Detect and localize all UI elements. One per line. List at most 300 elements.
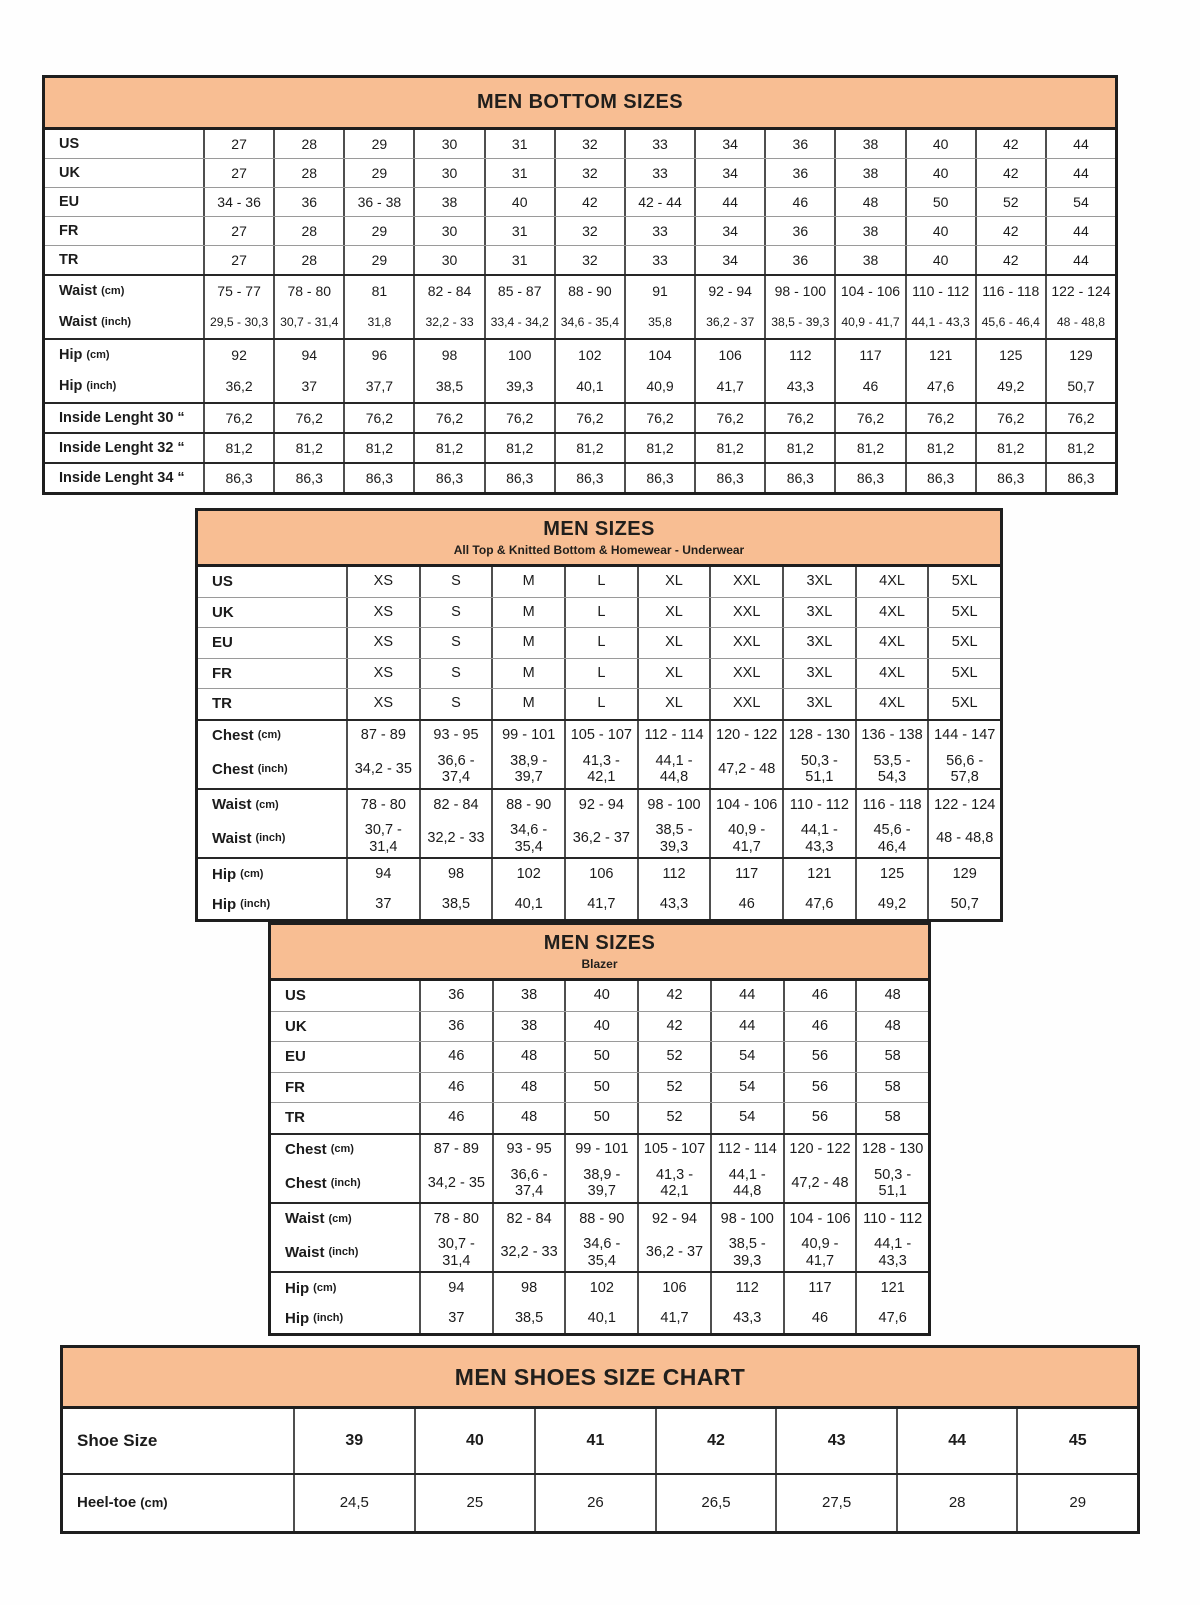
cell-value: 106 [694, 340, 764, 371]
cell-value: 104 - 106 [709, 790, 782, 820]
cell-value: 112 [764, 340, 834, 371]
cell-value: 110 - 112 [855, 1204, 928, 1234]
table-row [45, 188, 1115, 217]
cell-value: 56 [783, 1042, 856, 1072]
cell-value: 88 - 90 [491, 790, 564, 820]
cell-value: M [491, 567, 564, 597]
cell-value: 33,4 - 34,2 [484, 307, 554, 338]
cell-value: 38 [834, 130, 904, 158]
cell-value: 40 [905, 159, 975, 187]
cell-value: 100 [484, 340, 554, 371]
cell-value: 48 [855, 981, 928, 1011]
cell-value: 48 [492, 1073, 565, 1103]
cell-value: 54 [1045, 188, 1115, 216]
cell-value: 106 [637, 1273, 710, 1303]
cell-value: 88 - 90 [564, 1204, 637, 1234]
row-label [45, 130, 203, 158]
table-title: MEN BOTTOM SIZES [476, 91, 684, 113]
cell-value: 44,1 - 43,3 [782, 820, 855, 857]
cell-value: 46 [419, 1103, 492, 1133]
cell-value: 86,3 [624, 464, 694, 492]
cell-value: 52 [637, 1103, 710, 1133]
cell-value: 81,2 [624, 434, 694, 462]
row-label-unit: (inch) [240, 897, 271, 910]
cell-value: 35,8 [624, 307, 694, 338]
row-label [45, 464, 203, 492]
cell-value: 144 - 147 [927, 721, 1000, 751]
table-title-band [271, 925, 928, 981]
cell-value: 76,2 [905, 404, 975, 432]
cell-value: 3XL [782, 659, 855, 689]
cell-value: 44,1 - 43,3 [905, 307, 975, 338]
cell-value: 125 [855, 859, 928, 889]
cell-value: 86,3 [834, 464, 904, 492]
table-row [271, 1234, 928, 1273]
cell-value: 136 - 138 [855, 721, 928, 751]
cell-value: 48 [492, 1042, 565, 1072]
cell-value: 54 [710, 1103, 783, 1133]
cell-value: 38,5 [492, 1303, 565, 1333]
cell-value: S [419, 628, 492, 658]
cell-value: 86,3 [905, 464, 975, 492]
cell-value: 52 [637, 1073, 710, 1103]
row-label-text: TR [285, 1109, 305, 1127]
row-label-unit: (cm) [101, 285, 125, 298]
cell-value: 50 [564, 1042, 637, 1072]
cell-value: 24,5 [293, 1475, 414, 1531]
cell-value: 81,2 [975, 434, 1045, 462]
cell-value: XS [346, 598, 419, 628]
cell-value: 40,1 [554, 371, 624, 402]
cell-value: 45 [1016, 1409, 1137, 1473]
cell-value: 82 - 84 [492, 1204, 565, 1234]
cell-value: 53,5 - 54,3 [855, 751, 928, 788]
table-row [63, 1475, 1137, 1531]
cell-value: 30 [413, 159, 483, 187]
cell-value: 34 - 36 [203, 188, 273, 216]
table-row [198, 628, 1000, 659]
cell-value: L [564, 567, 637, 597]
cell-value: 122 - 124 [927, 790, 1000, 820]
cell-value: XL [637, 628, 710, 658]
cell-value: 32 [554, 246, 624, 274]
cell-value: 33 [624, 217, 694, 245]
cell-value: S [419, 689, 492, 719]
cell-value: 76,2 [343, 404, 413, 432]
cell-value: 38 [492, 981, 565, 1011]
cell-value: 40,9 - 41,7 [709, 820, 782, 857]
cell-value: 117 [834, 340, 904, 371]
table-row [45, 246, 1115, 276]
cell-value: 34,2 - 35 [419, 1165, 492, 1202]
row-label [198, 628, 346, 658]
cell-value: 32 [554, 130, 624, 158]
cell-value: 92 - 94 [564, 790, 637, 820]
row-label-text: Inside Lenght 32 “ [59, 439, 185, 456]
row-label [198, 567, 346, 597]
cell-value: 33 [624, 246, 694, 274]
cell-value: 104 - 106 [834, 276, 904, 307]
cell-value: 40 [905, 217, 975, 245]
cell-value: 41,7 [564, 889, 637, 919]
cell-value: 38,5 [413, 371, 483, 402]
cell-value: XS [346, 659, 419, 689]
row-label-text: EU [285, 1048, 306, 1066]
cell-value: 76,2 [554, 404, 624, 432]
cell-value: 43,3 [637, 889, 710, 919]
cell-value: 36 [764, 159, 834, 187]
cell-value: 120 - 122 [709, 721, 782, 751]
row-label-text: Shoe Size [77, 1431, 158, 1451]
cell-value: 102 [564, 1273, 637, 1303]
cell-value: 86,3 [273, 464, 343, 492]
cell-value: 4XL [855, 659, 928, 689]
cell-value: XXL [709, 659, 782, 689]
cell-value: 29 [343, 130, 413, 158]
row-label [198, 689, 346, 719]
cell-value: 47,6 [855, 1303, 928, 1333]
cell-value: 40 [564, 1012, 637, 1042]
row-label-text: FR [212, 664, 232, 682]
cell-value: 38,9 - 39,7 [491, 751, 564, 788]
cell-value: 38 [834, 159, 904, 187]
row-label-unit: (inch) [330, 1176, 361, 1189]
cell-value: 28 [273, 130, 343, 158]
cell-value: 32,2 - 33 [419, 820, 492, 857]
row-label-text: Hip [59, 347, 83, 364]
table-title-band [198, 511, 1000, 567]
table-subtitle: Blazer [581, 957, 618, 971]
cell-value: XXL [709, 628, 782, 658]
cell-value: 36 [764, 246, 834, 274]
cell-value: 41 [534, 1409, 655, 1473]
cell-value: 37,7 [343, 371, 413, 402]
row-label [271, 1042, 419, 1072]
cell-value: 31 [484, 159, 554, 187]
cell-value: 34,6 - 35,4 [554, 307, 624, 338]
cell-value: XS [346, 567, 419, 597]
cell-value: 27 [203, 217, 273, 245]
cell-value: 36,2 - 37 [694, 307, 764, 338]
cell-value: 31 [484, 246, 554, 274]
cell-value: 34,6 - 35,4 [564, 1234, 637, 1271]
cell-value: 81,2 [273, 434, 343, 462]
cell-value: 30,7 - 31,4 [419, 1234, 492, 1271]
cell-value: 56,6 - 57,8 [927, 751, 1000, 788]
row-label [45, 217, 203, 245]
cell-value: 86,3 [484, 464, 554, 492]
cell-value: 42 [554, 188, 624, 216]
cell-value: 98 - 100 [637, 790, 710, 820]
cell-value: 50,7 [1045, 371, 1115, 402]
table-row [198, 689, 1000, 721]
cell-value: 3XL [782, 689, 855, 719]
row-label-text: Waist [285, 1243, 325, 1261]
cell-value: 43 [775, 1409, 896, 1473]
row-label-text: Waist [285, 1210, 325, 1228]
cell-value: 30,7 - 31,4 [346, 820, 419, 857]
cell-value: 29,5 - 30,3 [203, 307, 273, 338]
cell-value: 81,2 [764, 434, 834, 462]
cell-value: 3XL [782, 628, 855, 658]
cell-value: 41,3 - 42,1 [564, 751, 637, 788]
table-row [45, 159, 1115, 188]
cell-value: XXL [709, 598, 782, 628]
cell-value: 42 [975, 217, 1045, 245]
cell-value: 5XL [927, 598, 1000, 628]
cell-value: 75 - 77 [203, 276, 273, 307]
cell-value: 86,3 [554, 464, 624, 492]
row-label-text: UK [59, 164, 80, 181]
cell-value: 50 [905, 188, 975, 216]
cell-value: 37 [419, 1303, 492, 1333]
cell-value: 38 [834, 246, 904, 274]
cell-value: 50 [564, 1073, 637, 1103]
cell-value: 87 - 89 [346, 721, 419, 751]
table-row [45, 404, 1115, 434]
cell-value: 43,3 [764, 371, 834, 402]
row-label [63, 1409, 293, 1473]
cell-value: S [419, 598, 492, 628]
cell-value: XS [346, 689, 419, 719]
cell-value: L [564, 689, 637, 719]
cell-value: 85 - 87 [484, 276, 554, 307]
cell-value: 86,3 [203, 464, 273, 492]
cell-value: 28 [273, 246, 343, 274]
table-row [198, 859, 1000, 889]
row-label [271, 1012, 419, 1042]
row-label-text: Inside Lenght 30 “ [59, 409, 185, 426]
cell-value: 5XL [927, 628, 1000, 658]
row-label-unit: (cm) [86, 349, 110, 362]
cell-value: 29 [343, 217, 413, 245]
table-title: MEN SIZES [543, 932, 656, 954]
row-label-text: TR [59, 251, 79, 268]
cell-value: 40 [564, 981, 637, 1011]
cell-value: 94 [346, 859, 419, 889]
row-label-text: FR [285, 1078, 305, 1096]
table-row [198, 721, 1000, 751]
row-label-text: Waist [212, 829, 252, 847]
cell-value: 96 [343, 340, 413, 371]
cell-value: 46 [783, 981, 856, 1011]
cell-value: 45,6 - 46,4 [855, 820, 928, 857]
cell-value: 44,1 - 44,8 [637, 751, 710, 788]
row-label-text: Waist [212, 796, 252, 814]
cell-value: 29 [1016, 1475, 1137, 1531]
cell-value: 38,5 - 39,3 [764, 307, 834, 338]
cell-value: 58 [855, 1103, 928, 1133]
table-row [63, 1409, 1137, 1475]
row-label [198, 659, 346, 689]
row-label [198, 889, 346, 919]
table-title: MEN SHOES SIZE CHART [454, 1363, 746, 1390]
cell-value: 48 [855, 1012, 928, 1042]
cell-value: 82 - 84 [419, 790, 492, 820]
cell-value: 33 [624, 159, 694, 187]
table-row [45, 340, 1115, 371]
cell-value: 48 - 48,8 [927, 820, 1000, 857]
cell-value: 86,3 [413, 464, 483, 492]
cell-value: 46 [783, 1303, 856, 1333]
table-row [271, 1073, 928, 1104]
cell-value: 76,2 [694, 404, 764, 432]
cell-value: 36 [419, 1012, 492, 1042]
row-label-unit: (inch) [86, 380, 117, 393]
cell-value: 46 [783, 1012, 856, 1042]
cell-value: 50,7 [927, 889, 1000, 919]
cell-value: 33 [624, 130, 694, 158]
cell-value: 38 [413, 188, 483, 216]
cell-value: XL [637, 659, 710, 689]
cell-value: 98 [419, 859, 492, 889]
cell-value: 29 [343, 159, 413, 187]
row-label-text: Chest [285, 1140, 327, 1158]
table-row [45, 217, 1115, 246]
row-label-unit: (inch) [328, 1246, 359, 1259]
cell-value: 36,6 - 37,4 [492, 1165, 565, 1202]
row-label [271, 1204, 419, 1234]
cell-value: 27 [203, 246, 273, 274]
cell-value: 27 [203, 159, 273, 187]
cell-value: 81,2 [905, 434, 975, 462]
cell-value: 36,2 - 37 [637, 1234, 710, 1271]
cell-value: 76,2 [413, 404, 483, 432]
cell-value: 26 [534, 1475, 655, 1531]
cell-value: 30,7 - 31,4 [273, 307, 343, 338]
cell-value: 40,9 - 41,7 [783, 1234, 856, 1271]
row-label [271, 1103, 419, 1133]
cell-value: 28 [896, 1475, 1017, 1531]
row-label-text: Inside Lenght 34 “ [59, 469, 185, 486]
cell-value: 76,2 [484, 404, 554, 432]
cell-value: 128 - 130 [855, 1135, 928, 1165]
cell-value: 44 [710, 981, 783, 1011]
row-label-unit: (inch) [255, 832, 286, 845]
cell-value: 44 [896, 1409, 1017, 1473]
cell-value: 104 - 106 [783, 1204, 856, 1234]
cell-value: XL [637, 567, 710, 597]
cell-value: 44 [1045, 159, 1115, 187]
cell-value: 86,3 [694, 464, 764, 492]
cell-value: 76,2 [764, 404, 834, 432]
cell-value: 36 [764, 130, 834, 158]
cell-value: S [419, 567, 492, 597]
cell-value: 112 [710, 1273, 783, 1303]
cell-value: 49,2 [855, 889, 928, 919]
cell-value: 44,1 - 43,3 [855, 1234, 928, 1271]
row-label [271, 1273, 419, 1303]
cell-value: 40,1 [491, 889, 564, 919]
table-subtitle: All Top & Knitted Bottom & Homewear - Underwear [453, 543, 745, 557]
cell-value: 38,9 - 39,7 [564, 1165, 637, 1202]
table-row [198, 567, 1000, 598]
cell-value: 105 - 107 [637, 1135, 710, 1165]
cell-value: 116 - 118 [975, 276, 1045, 307]
row-label [45, 246, 203, 274]
cell-value: 76,2 [975, 404, 1045, 432]
cell-value: 81,2 [413, 434, 483, 462]
cell-value: L [564, 628, 637, 658]
table-row [271, 1103, 928, 1135]
cell-value: 36 [273, 188, 343, 216]
cell-value: 31 [484, 130, 554, 158]
table-title-band [45, 78, 1115, 130]
table-row [271, 1135, 928, 1165]
row-label-text: EU [59, 193, 80, 210]
cell-value: 47,2 - 48 [783, 1165, 856, 1202]
cell-value: 81,2 [203, 434, 273, 462]
table-row [271, 981, 928, 1012]
men-sizes-blazer-table [268, 922, 931, 1336]
cell-value: 44 [1045, 217, 1115, 245]
row-label-text: US [212, 573, 233, 591]
table-row [45, 464, 1115, 492]
cell-value: 81,2 [343, 434, 413, 462]
cell-value: 99 - 101 [491, 721, 564, 751]
row-label-unit: (cm) [328, 1212, 352, 1225]
cell-value: 36 [764, 217, 834, 245]
cell-value: 4XL [855, 689, 928, 719]
cell-value: 52 [637, 1042, 710, 1072]
cell-value: 30 [413, 217, 483, 245]
table-row [198, 598, 1000, 629]
cell-value: 81,2 [484, 434, 554, 462]
cell-value: 58 [855, 1042, 928, 1072]
cell-value: 42 [975, 130, 1045, 158]
cell-value: 38,5 - 39,3 [710, 1234, 783, 1271]
row-label-text: TR [212, 695, 232, 713]
row-label [45, 371, 203, 402]
cell-value: 28 [273, 217, 343, 245]
cell-value: 36,2 [203, 371, 273, 402]
cell-value: 47,2 - 48 [709, 751, 782, 788]
cell-value: 50 [564, 1103, 637, 1133]
cell-value: 49,2 [975, 371, 1045, 402]
cell-value: 76,2 [203, 404, 273, 432]
row-label-unit: (cm) [140, 1494, 168, 1510]
cell-value: 129 [1045, 340, 1115, 371]
table-row [198, 790, 1000, 820]
cell-value: 81,2 [554, 434, 624, 462]
row-label [198, 820, 346, 857]
row-label-text: Heel-toe [77, 1494, 137, 1512]
cell-value: 86,3 [975, 464, 1045, 492]
table-row [198, 889, 1000, 919]
cell-value: 41,7 [694, 371, 764, 402]
cell-value: 88 - 90 [554, 276, 624, 307]
row-label [198, 751, 346, 788]
cell-value: 81 [343, 276, 413, 307]
cell-value: 81,2 [694, 434, 764, 462]
cell-value: 5XL [927, 689, 1000, 719]
cell-value: 41,3 - 42,1 [637, 1165, 710, 1202]
table-title-band [63, 1348, 1137, 1409]
table-row [271, 1165, 928, 1204]
cell-value: 42 [655, 1409, 776, 1473]
cell-value: 94 [419, 1273, 492, 1303]
row-label [63, 1475, 293, 1531]
cell-value: 44,1 - 44,8 [710, 1165, 783, 1202]
row-label [198, 598, 346, 628]
cell-value: 39 [293, 1409, 414, 1473]
cell-value: 117 [709, 859, 782, 889]
row-label [198, 859, 346, 889]
row-label-text: EU [212, 634, 233, 652]
cell-value: 37 [273, 371, 343, 402]
cell-value: M [491, 628, 564, 658]
cell-value: 27 [203, 130, 273, 158]
